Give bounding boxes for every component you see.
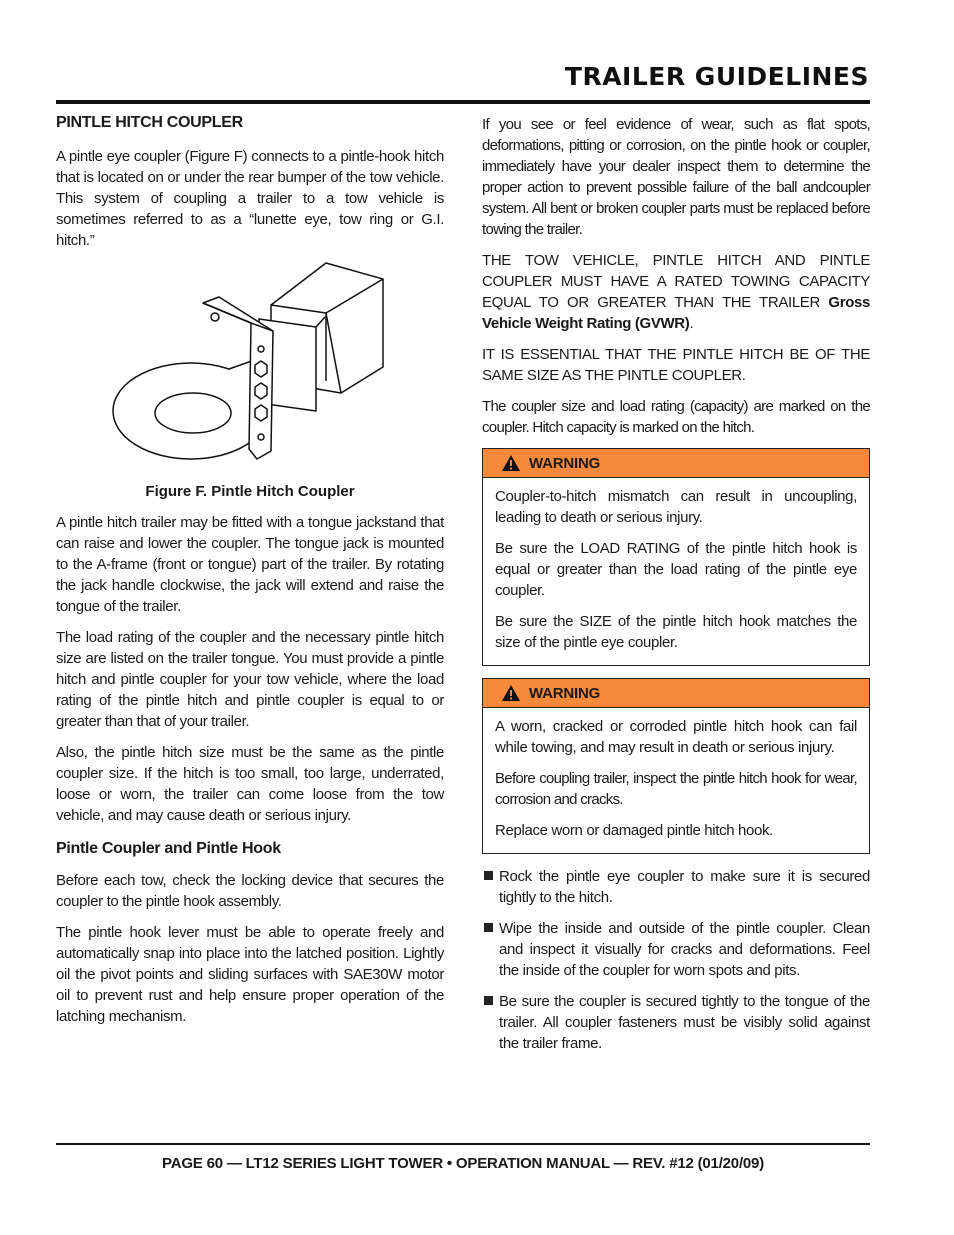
figure-caption: Figure F. Pintle Hitch Coupler [145, 483, 355, 500]
list-item-text: Wipe the inside and outside of the pintle coupler. Clean and inspect it visually for cracks and deformations. Feel the inside of the coupler for worn spots and pits. [499, 920, 870, 979]
left-column [56, 114, 444, 1037]
warning-header [483, 679, 869, 708]
list-item [482, 918, 870, 981]
warning-label: WARNING [529, 684, 601, 702]
list-item-text: Rock the pintle eye coupler to make sure it is secured tightly to the hitch. [499, 868, 870, 906]
checklist [482, 866, 870, 1054]
list-item [482, 866, 870, 908]
right-column [482, 114, 870, 1064]
same-size-paragraph: IT IS ESSENTIAL THAT THE PINTLE HITCH BE OF THE SAME SIZE AS THE PINTLE COUPLER. [482, 346, 870, 384]
warning-line: Replace worn or damaged pintle hitch hook. [495, 822, 773, 839]
pintle-hitch-figure [56, 261, 444, 479]
warning-line: Be sure the LOAD RATING of the pintle hitch hook is equal or greater than the load rating of the pintle eye coupler. [495, 540, 857, 599]
warning-line: Be sure the SIZE of the pintle hitch hook matches the size of the pintle eye coupler. [495, 613, 857, 651]
bullet-square-icon [484, 871, 493, 880]
towing-capacity-paragraph [482, 250, 870, 334]
warning-line: Before coupling trailer, inspect the pintle hitch hook for wear, corrosion and cracks. [495, 770, 857, 808]
bullet-square-icon [484, 996, 493, 1005]
marking-paragraph: The coupler size and load rating (capacity) are marked on the coupler. Hitch capacity is marked on the hitch. [482, 398, 870, 436]
warning-triangle-icon [501, 684, 521, 702]
warning-box-mismatch [482, 448, 870, 666]
page-title: TRAILER GUIDELINES [564, 62, 869, 91]
list-item [482, 991, 870, 1054]
footer-rule [56, 1143, 870, 1145]
warning-label: WARNING [529, 454, 601, 472]
warning-triangle-icon [501, 454, 521, 472]
locking-device-paragraph: Before each tow, check the locking device that secures the coupler to the pintle hook assembly. [56, 872, 444, 910]
warning-line: A worn, cracked or corroded pintle hitch hook can fail while towing, and may result in death or serious injury. [495, 718, 857, 756]
warning-line: Coupler-to-hitch mismatch can result in uncoupling, leading to death or serious injury. [495, 488, 857, 526]
load-rating-paragraph: The load rating of the coupler and the necessary pintle hitch size are listed on the trailer tongue. You must provide a pintle hitch and pintle coupler for your tow vehicle, where the load rating of the pintle hitch and pintle coupler is equal to or greater than that of your trailer. [56, 629, 444, 730]
header-rule [56, 100, 870, 104]
warning-body [483, 478, 869, 665]
intro-paragraph: A pintle eye coupler (Figure F) connects to a pintle-hook hitch that is located on or under the rear bumper of the tow vehicle. This system of coupling a trailer to a tow vehicle is sometimes referred to as a “lunette eye, tow ring or G.I. hitch.” [56, 148, 444, 249]
hitch-size-paragraph: Also, the pintle hitch size must be the same as the pintle coupler size. If the hitch is too small, too large, underrated, loose or worn, the trailer can come loose from the tow vehicle, and may cause death or serious injury. [56, 744, 444, 824]
warning-header [483, 449, 869, 478]
wear-paragraph: If you see or feel evidence of wear, such as flat spots, deformations, pitting or corrosion, on the pintle hook or coupler, immediately have your dealer inspect them to determine the proper action to prevent possible failure of the ball andcoupler system. All bent or broken coupler parts must be replaced before towing the trailer. [482, 116, 870, 238]
list-item-text: Be sure the coupler is secured tightly to the tongue of the trailer. All coupler fasteners must be visibly solid against the trailer frame. [499, 993, 870, 1052]
gvwr-term: Gross Vehicle Weight Rating (GVWR) [482, 294, 870, 332]
warning-body [483, 708, 869, 853]
section-heading: PINTLE HITCH COUPLER [56, 114, 243, 131]
jackstand-paragraph: A pintle hitch trailer may be fitted with a tongue jackstand that can raise and lower the coupler. The tongue jack is mounted to the A-frame (front or tongue) part of the trailer. By rotating the jack handle clockwise, the jack will extend and raise the tongue of the trailer. [56, 514, 444, 615]
warning-box-worn-hook [482, 678, 870, 854]
page-footer: PAGE 60 — LT12 SERIES LIGHT TOWER • OPERATION MANUAL — REV. #12 (01/20/09) [162, 1155, 764, 1172]
subsection-heading: Pintle Coupler and Pintle Hook [56, 840, 281, 857]
pintle-hook-lever-paragraph: The pintle hook lever must be able to operate freely and automatically snap into place into the latched position. Lightly oil the pivot points and sliding surfaces with SAE30W motor oil to prevent rust and help ensure proper operation of the latching mechanism. [56, 924, 444, 1025]
bullet-square-icon [484, 923, 493, 932]
towing-capacity-text: THE TOW VEHICLE, PINTLE HITCH AND PINTLE COUPLER MUST HAVE A RATED TOWING CAPACITY EQUAL TO OR GREATER THAN THE TRAILER [482, 252, 870, 311]
pintle-hitch-coupler-illustration [111, 261, 391, 473]
towing-capacity-end: . [689, 315, 694, 332]
